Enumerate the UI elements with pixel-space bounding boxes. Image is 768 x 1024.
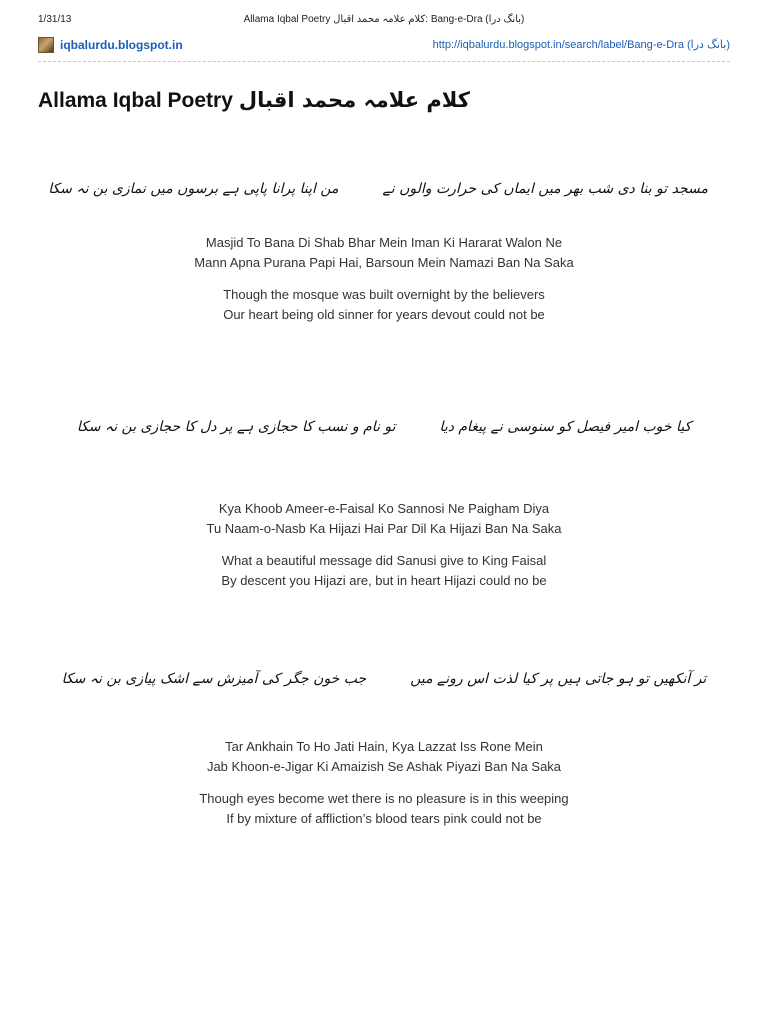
translation-line: Our heart being old sinner for years devout could not be [223, 307, 545, 323]
verse-transliteration [38, 499, 730, 539]
translation-line: What a beautiful message did Sanusi give to King Faisal [221, 553, 547, 569]
translation-line: Though eyes become wet there is no pleasure is in this weeping [199, 791, 569, 807]
page-title-urdu: کلام علامہ محمد اقبال [238, 88, 470, 112]
verse-1 [38, 182, 730, 325]
verse-translation [38, 551, 730, 591]
print-date: 1/31/13 [38, 14, 72, 25]
page-url-link[interactable]: http://iqbalurdu.blogspot.in/search/label/Bang-e-Dra (بانگ درا) [432, 39, 730, 51]
verse-transliteration [38, 737, 730, 777]
verse-3 [38, 672, 730, 829]
site-name-link[interactable]: iqbalurdu.blogspot.in [60, 38, 183, 52]
urdu-line-1: کیا خوب امیر فیصل کو سنوسی نے پیغام دیا [439, 419, 692, 435]
urdu-line-2: تو نام و نسب کا حجازی ہے پر دل کا حجازی بن نہ سکا [76, 419, 396, 435]
transliteration-line: Jab Khoon-e-Jigar Ki Amaizish Se Ashak Piyazi Ban Na Saka [206, 759, 562, 775]
translation-line: If by mixture of affliction’s blood tears pink could not be [226, 811, 542, 827]
verse-translation [38, 789, 730, 829]
transliteration-line: Kya Khoob Ameer-e-Faisal Ko Sannosi Ne Paigham Diya [218, 501, 550, 517]
urdu-line-2: من اپنا پرانا پاپی ہے برسوں میں نمازی بن نہ سکا [48, 181, 339, 197]
verse-translation [38, 285, 730, 325]
verse-calligraphy [38, 672, 730, 687]
print-header [38, 14, 730, 28]
verse-2 [38, 420, 730, 591]
urdu-line-2: جب خون جگر کی آمیزش سے اشک پیازی بن نہ سکا [61, 671, 367, 687]
page-title-english: Allama Iqbal Poetry [38, 89, 233, 112]
transliteration-line: Masjid To Bana Di Shab Bhar Mein Iman Ki Hararat Walon Ne [205, 235, 563, 251]
transliteration-line: Mann Apna Purana Papi Hai, Barsoun Mein Namazi Ban Na Saka [194, 255, 574, 271]
print-document-title: Allama Iqbal Poetry کلام علامہ محمد اقبال: Bang-e-Dra (بانگ درا) [243, 14, 525, 25]
site-bar [38, 36, 730, 56]
transliteration-line: Tar Ankhain To Ho Jati Hain, Kya Lazzat Iss Rone Mein [225, 739, 543, 755]
urdu-line-1: مسجد تو بنا دی شب بھر میں ایماں کی حرارت والوں نے [382, 181, 708, 197]
page-title [38, 88, 470, 113]
urdu-line-1: تر آنکھیں تو ہو جاتی ہیں پر کیا لذت اس رونے میں [410, 671, 707, 687]
translation-line: Though the mosque was built overnight by the believers [223, 287, 545, 303]
verse-calligraphy [38, 182, 730, 197]
translation-line: By descent you Hijazi are, but in heart Hijazi could no be [221, 573, 547, 589]
verse-transliteration [38, 233, 730, 273]
transliteration-line: Tu Naam-o-Nasb Ka Hijazi Hai Par Dil Ka Hijazi Ban Na Saka [206, 521, 562, 537]
header-divider [38, 61, 730, 62]
verse-calligraphy [38, 420, 730, 435]
site-avatar [38, 37, 54, 53]
